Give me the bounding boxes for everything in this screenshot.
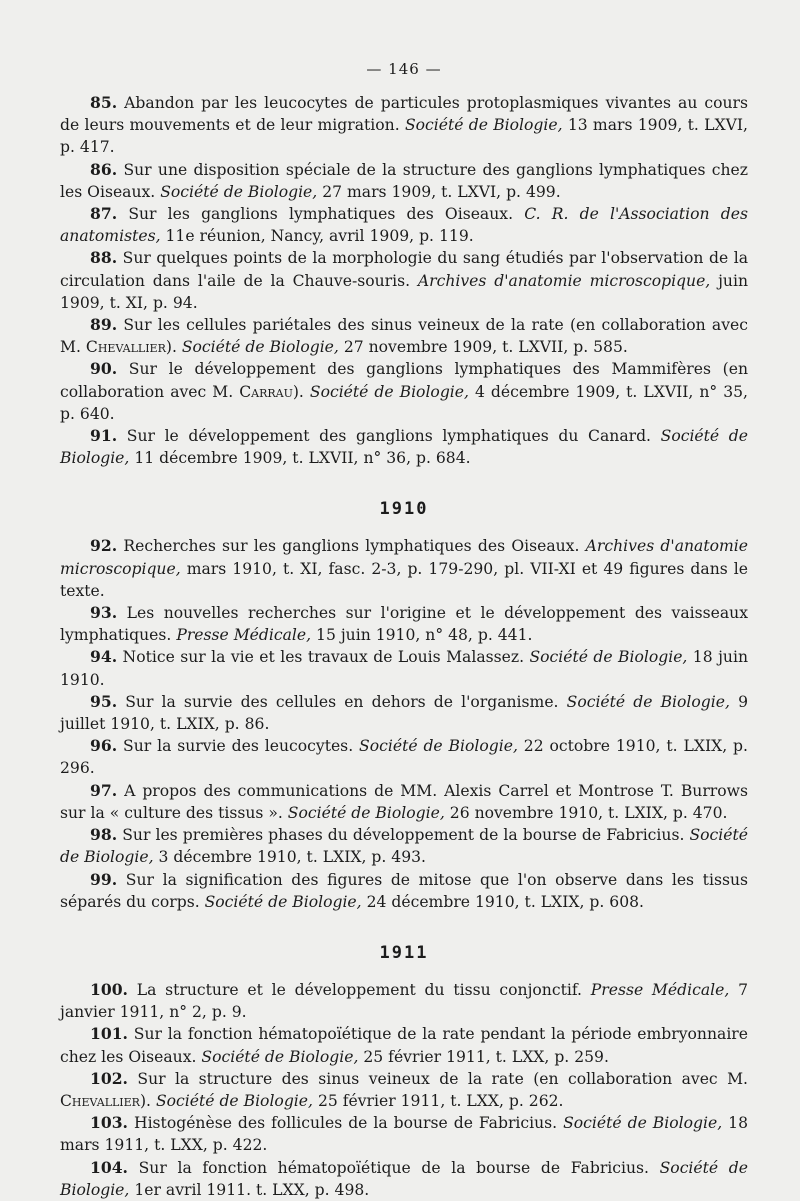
bibliography-entry [60,1157,748,1201]
entry-number: 88. [90,248,118,268]
entry-source: Société de Biologie, [287,803,445,822]
entry-author: Chevallier [85,338,166,357]
entry-number: 95. [90,691,118,711]
entry-text: 11e réunion, Nancy, avril 1909, p. 119. [160,227,474,246]
bibliography-entry [60,159,748,203]
bibliography-entry [60,425,748,469]
entry-text: Sur quelques points de la morphologie du sang étudiés par l'observation de la circulation dans l'aile de la Chauve-souris. [60,249,748,290]
entry-text: Sur les premières phases du développement de la bourse de Fabricius. [117,826,690,845]
entry-number: 100. [90,979,128,999]
entry-text: Sur la structure des sinus veineux de la rate (en collaboration avec M. [127,1069,748,1088]
entry-text: 9 juillet 1910, t. LXIX, p. 86. [60,692,748,734]
entry-text: 22 octobre 1910, t. LXIX, p. 296. [60,737,748,778]
entry-text: A propos des communications de MM. Alexis Carrel et Montrose T. Burrows sur la « culture des tissus ». [60,781,748,822]
entry-text: Sur le développement des ganglions lymphatiques du Canard. [117,427,661,446]
entry-text: Histogénèse des follicules de la bourse de Fabricius. [127,1114,564,1133]
entry-text: Sur la survie des leucocytes. [117,737,360,756]
entry-text: 27 novembre 1909, t. LXVII, p. 585. [338,338,628,357]
entry-number: 102. [90,1068,128,1088]
page-number: — 146 — [366,60,442,78]
entry-text: 13 mars 1909, t. LXVI, p. 417. [60,116,748,157]
entry-text: Sur la fonction hématopoïétique de la rate pendant la période embryonnaire chez les Oiseaux. [60,1025,748,1066]
entry-source: Archives d'anatomie microscopique, [417,271,711,290]
bibliography-list [60,92,748,1201]
entry-text: 26 novembre 1910, t. LXIX, p. 470. [444,803,728,822]
entry-text: juin 1909, t. XI, p. 94. [60,271,748,312]
entry-number: 99. [90,869,118,889]
entry-number: 103. [90,1113,128,1133]
entry-number: 90. [90,359,118,379]
entry-text: Sur la signification des figures de mitose que l'on observe dans les tissus séparés du corps. [60,870,748,911]
bibliography-entry [60,358,748,425]
entry-text: ). [165,338,182,357]
entry-text: Sur les ganglions lymphatiques des Oiseaux. [117,205,525,224]
bibliography-entry [60,314,748,358]
bibliography-entry [60,979,748,1023]
entry-text: Sur une disposition spéciale de la structure des ganglions lymphatiques chez les Oiseaux. [60,160,748,201]
entry-source: Société de Biologie, [566,692,730,711]
entry-source: C. R. de l'Association des anatomistes, [60,205,748,246]
bibliography-entry [60,535,748,602]
year-heading: 1911 [379,942,429,963]
entry-text: Recherches sur les ganglions lymphatiques des Oiseaux. [117,537,586,556]
entry-text: Sur la fonction hématopoïétique de la bourse de Fabricius. [127,1158,660,1177]
entry-text: 18 mars 1911, t. LXX, p. 422. [60,1114,748,1155]
entry-text: Les nouvelles recherches sur l'origine et le développement des vaisseaux lymphatiques. [60,604,748,645]
bibliography-entry [60,646,748,690]
entry-text: 1er avril 1911. t. LXX, p. 498. [129,1180,370,1199]
entry-source: Société de Biologie, [404,116,563,135]
entry-source: Presse Médicale, [176,626,312,645]
entry-source: Société de Biologie, [160,182,318,201]
entry-author: Chevallier [60,1091,140,1110]
entry-text: Sur la survie des cellules en dehors de l'organisme. [117,692,567,711]
entry-number: 94. [90,647,118,667]
entry-text: 25 février 1911, t. LXX, p. 259. [358,1047,609,1066]
entry-text: Sur le développement des ganglions lymphatiques des Mammifères (en collaboration avec M. [60,360,748,401]
entry-text: Notice sur la vie et les travaux de Louis Malassez. [117,648,530,667]
entry-source: Société de Biologie, [60,826,748,867]
entry-number: 87. [90,204,118,224]
entry-number: 91. [90,426,118,446]
bibliography-entry [60,602,748,646]
entry-source: Archives d'anatomie microscopique, [60,537,748,578]
entry-text: 25 février 1911, t. LXX, p. 262. [312,1091,564,1110]
bibliography-entry [60,869,748,913]
entry-text: ). [292,382,310,401]
bibliography-entry [60,824,748,868]
entry-number: 89. [90,315,118,335]
entry-author: Carrau [239,382,293,401]
bibliography-entry [60,691,748,735]
entry-source: Société de Biologie, [155,1091,313,1110]
entry-text: 27 mars 1909, t. LXVI, p. 499. [317,182,561,201]
entry-source: Société de Biologie, [60,1158,748,1199]
entry-text: La structure et le développement du tissu conjonctif. [127,980,591,999]
entry-text: 18 juin 1910. [60,648,748,689]
bibliography-entry [60,735,748,779]
entry-text: Sur les cellules pariétales des sinus veineux de la rate (en collaboration avec M. [60,316,748,357]
entry-source: Société de Biologie, [563,1114,723,1133]
entry-source: Société de Biologie, [204,892,362,911]
entry-source: Société de Biologie, [181,338,339,357]
entry-source: Société de Biologie, [60,427,748,468]
entry-number: 101. [90,1024,128,1044]
entry-source: Société de Biologie, [529,648,688,667]
bibliography-entry [60,1023,748,1067]
entry-text: 3 décembre 1910, t. LXIX, p. 493. [153,848,426,867]
entry-text: ). [139,1091,156,1110]
entry-text: 11 décembre 1909, t. LXVII, n° 36, p. 684. [129,449,471,468]
bibliography-entry [60,1112,748,1156]
entry-number: 98. [90,825,118,845]
bibliography-entry [60,247,748,314]
bibliography-entry [60,780,748,824]
entry-number: 93. [90,603,118,623]
entry-number: 97. [90,780,118,800]
entry-number: 104. [90,1157,128,1177]
entry-number: 92. [90,536,118,556]
entry-text: 4 décembre 1909, t. LXVII, n° 35, p. 640. [60,382,749,423]
entry-text: 7 janvier 1911, n° 2, p. 9. [60,980,748,1022]
entry-source: Société de Biologie, [309,382,469,401]
entry-number: 86. [90,159,118,179]
entry-text: 24 décembre 1910, t. LXIX, p. 608. [361,892,644,911]
entry-text: 15 juin 1910, n° 48, p. 441. [311,626,533,645]
entry-text: Abandon par les leucocytes de particules protoplasmiques vivantes au cours de leurs mouvements et de leur migration. [60,94,748,135]
bibliography-entry [60,203,748,247]
bibliography-entry [60,1068,748,1112]
year-heading: 1910 [379,499,429,520]
entry-source: Société de Biologie, [359,737,518,756]
entry-source: Société de Biologie, [201,1047,359,1066]
entry-number: 85. [90,93,118,112]
entry-source: Presse Médicale, [590,980,730,999]
entry-number: 96. [90,736,118,756]
bibliography-entry [60,92,748,159]
entry-text: mars 1910, t. XI, fasc. 2-3, p. 179-290, pl. VII-XI et 49 figures dans le texte. [60,559,748,600]
